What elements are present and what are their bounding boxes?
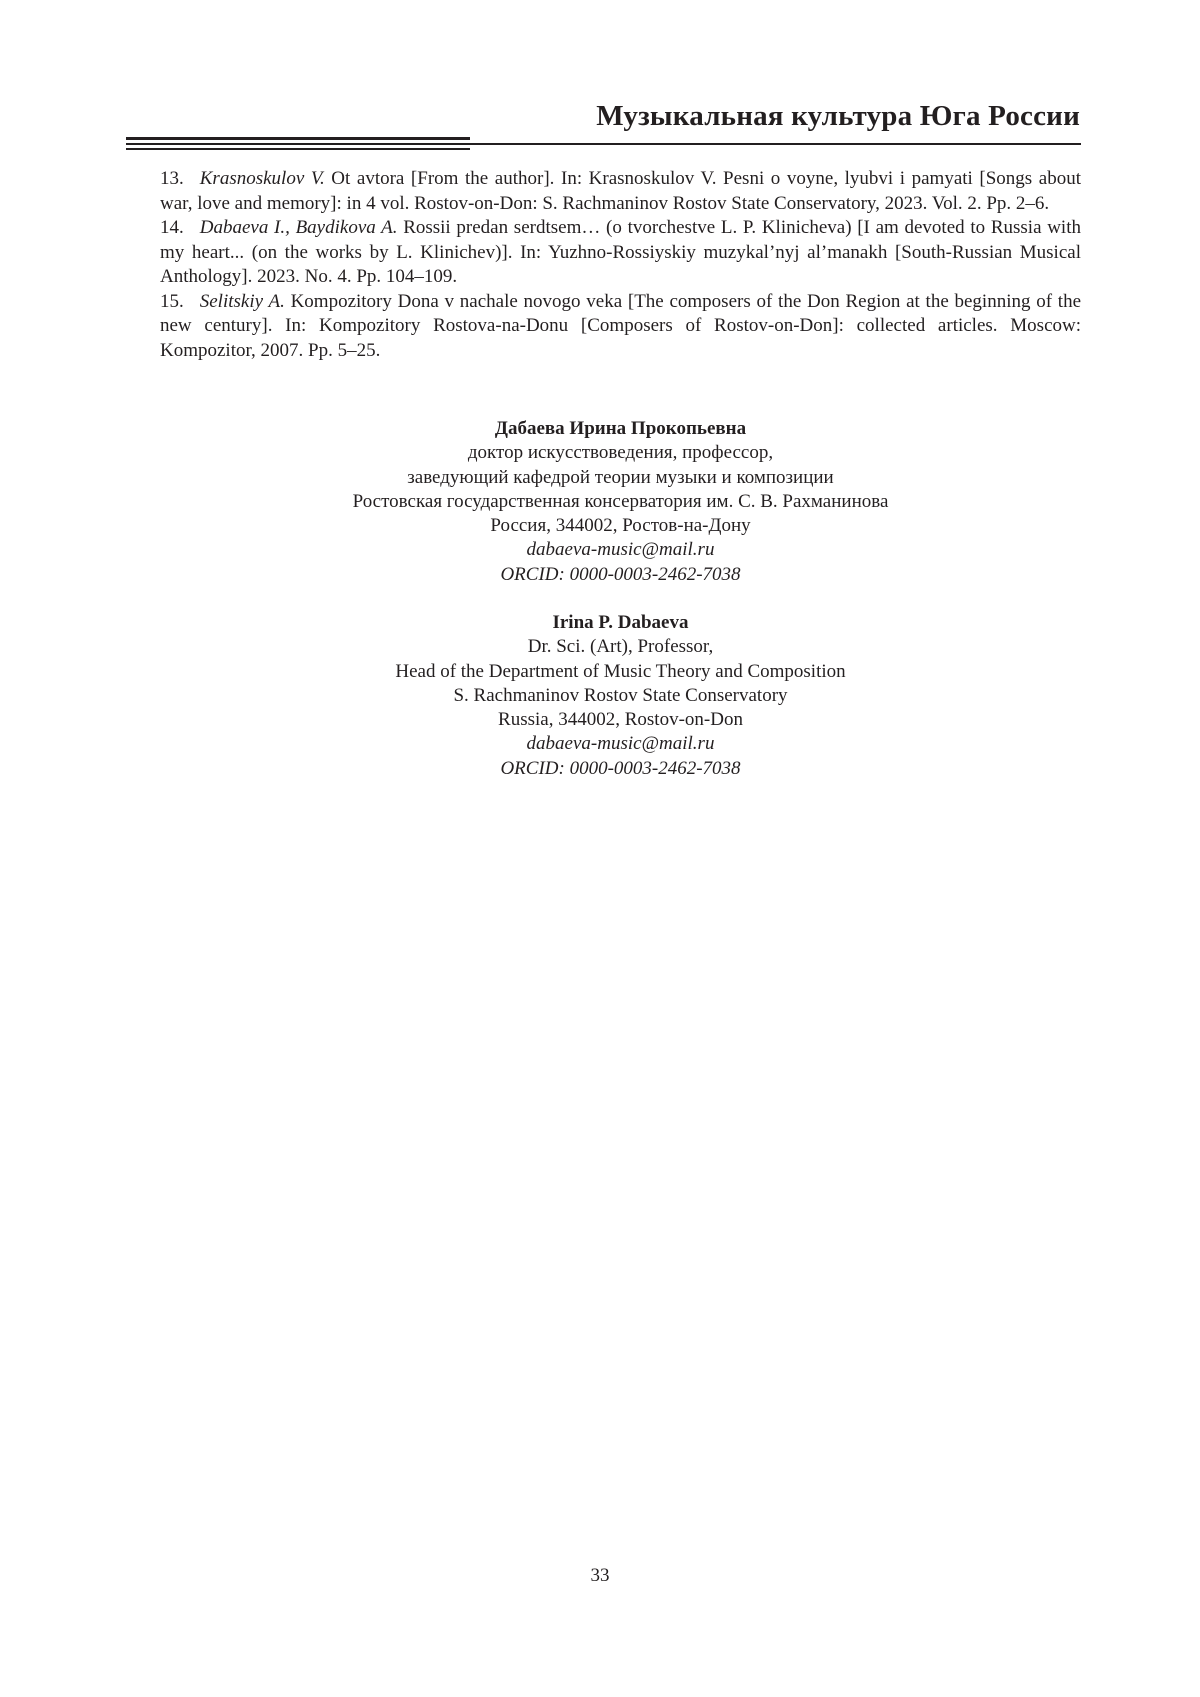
- author-address: Russia, 344002, Rostov-on-Don: [498, 709, 743, 731]
- journal-title: Музыкальная культура Юга России: [596, 100, 1080, 132]
- author-name: Дабаева Ирина Прокопьевна: [494, 418, 747, 439]
- author-orcid: ORCID: 0000-0003-2462-7038: [500, 757, 741, 779]
- page-number: 33: [590, 1565, 610, 1586]
- header-rule-long: [126, 143, 1081, 145]
- author-degree: доктор искусствоведения, профессор,: [467, 442, 774, 464]
- reference-text: Rossii predan serdtsem… (o tvorchestve L. P. Klinicheva) [I am devoted to Russia with my heart... (on the works by L. Klinichev)]. In: Yuzhno-Rossiyskiy muzykal’nyj al’manakh [South-Russian Musical Anthology]. 2023. No. 4. Pp. 104–109.: [160, 217, 1081, 287]
- author-institution: Ростовская государственная консерватория им. С. В. Рахманинова: [352, 490, 889, 512]
- reference-number: 15.: [160, 290, 184, 312]
- reference-item: [160, 290, 1081, 364]
- author-info-english: [160, 611, 1081, 781]
- author-institution: S. Rachmaninov Rostov State Conservatory: [453, 684, 788, 706]
- reference-item: [160, 216, 1081, 290]
- header-rule-thick: [126, 137, 470, 140]
- reference-item: [160, 167, 1081, 216]
- author-name: Irina P. Dabaeva: [552, 612, 689, 633]
- reference-text: Kompozitory Dona v nachale novogo veka [The composers of the Don Region at the beginning of the new century]. In: Kompozitory Rostova-na-Donu [Composers of Rostov-on-Don]: collected articles. Moscow: Kompozitor, 2007. Pp. 5–25.: [160, 290, 1082, 361]
- author-orcid: ORCID: 0000-0003-2462-7038: [500, 563, 741, 585]
- author-degree: Dr. Sci. (Art), Professor,: [527, 636, 714, 658]
- reference-author: Krasnoskulov V.: [199, 168, 325, 189]
- reference-number: 14.: [160, 217, 184, 238]
- reference-text: Ot avtora [From the author]. In: Krasnoskulov V. Pesni o voyne, lyubvi i pamyati [Songs about war, love and memory]: in 4 vol. Rostov-on-Don: S. Rachmaninov Rostov State Conservatory, 2023. Vol. 2. Pp. 2–6.: [160, 168, 1081, 214]
- author-email: dabaeva-music@mail.ru: [526, 733, 715, 755]
- author-position: заведующий кафедрой теории музыки и композиции: [407, 466, 834, 488]
- author-position: Head of the Department of Music Theory and Composition: [395, 660, 846, 682]
- header-rule-short: [126, 148, 470, 150]
- author-info-russian: [160, 417, 1081, 587]
- reference-author: Dabaeva I., Baydikova A.: [199, 217, 398, 238]
- reference-number: 13.: [160, 168, 184, 189]
- reference-list: [160, 167, 1081, 363]
- reference-author: Selitskiy A.: [199, 290, 285, 312]
- author-address: Россия, 344002, Ростов-на-Дону: [490, 515, 751, 537]
- author-email: dabaeva-music@mail.ru: [526, 539, 715, 561]
